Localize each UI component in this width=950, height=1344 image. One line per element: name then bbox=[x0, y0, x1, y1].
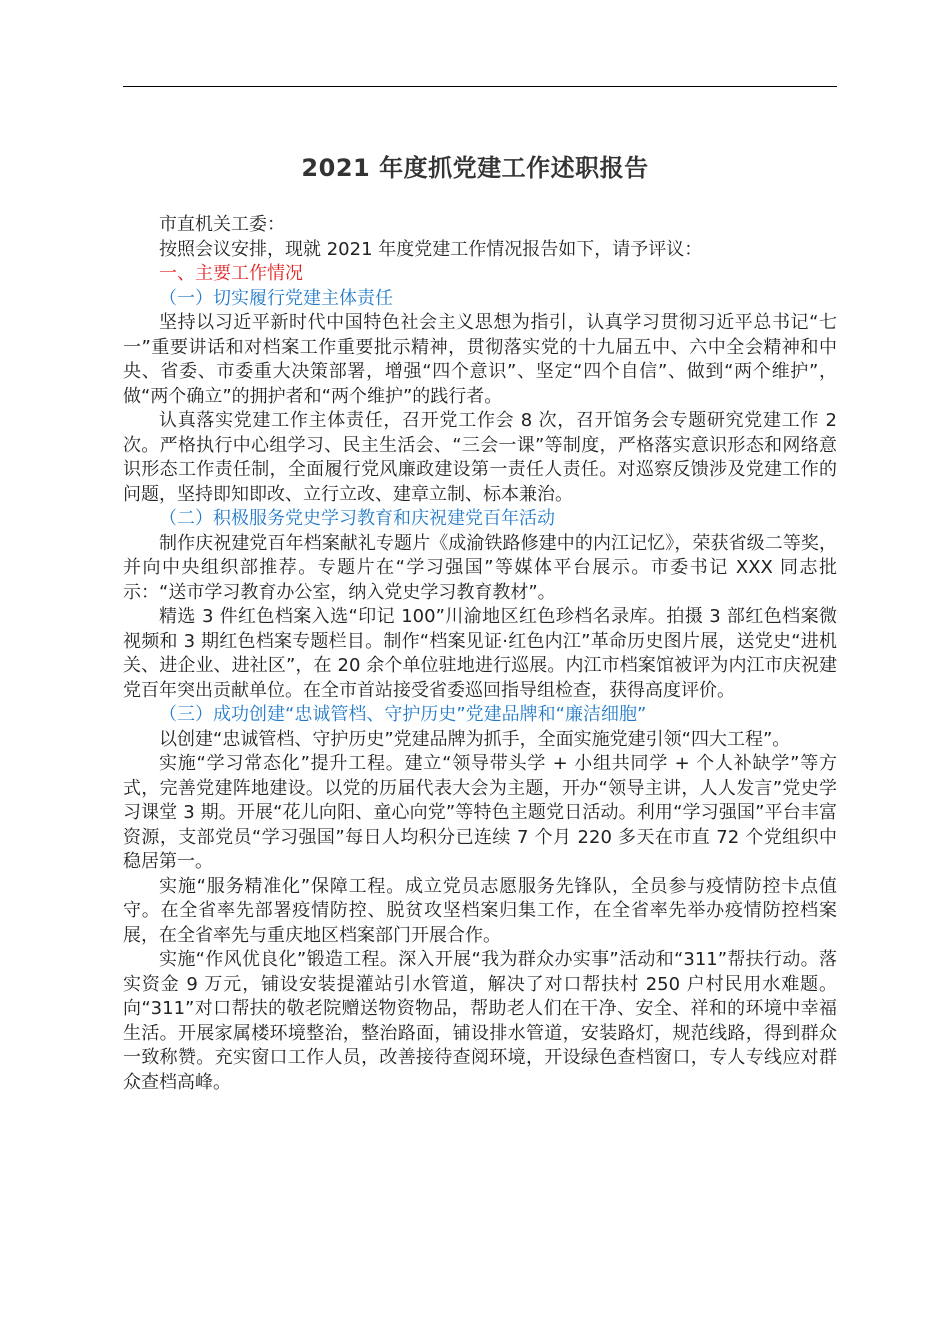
paragraph: 制作庆祝建党百年档案献礼专题片《成渝铁路修建中的内江记忆》，荣获省级二等奖，并向中央组织部推荐。专题片在“学习强国”等媒体平台展示。市委书记 XXX 同志批示：“送市学习教育办公室，纳入党史学习教育教材”。 bbox=[123, 532, 837, 603]
paragraph: 实施“学习常态化”提升工程。建立“领导带头学 + 小组共同学 + 个人补缺学”等方式，完善党建阵地建设。以党的历届代表大会为主题，开办“领导主讲，人人发言”党史学习课堂 3 期。开展“花儿向阳、童心向党”等特色主题党日活动。利用“学习强国”平台丰富资源，支部党员“学习强国”每日人均积分已连续 7 个月 220 多天在市直 72 个党组织中稳居第一。 bbox=[123, 753, 837, 872]
salutation: 市直机关工委： bbox=[159, 214, 285, 235]
intro-paragraph: 按照会议安排，现就 2021 年度党建工作情况报告如下，请予评议： bbox=[159, 238, 703, 260]
subsection-heading-2: （二）积极服务党史学习教育和庆祝建党百年活动 bbox=[159, 508, 555, 529]
document-body bbox=[123, 213, 837, 1095]
paragraph: 以创建“忠诚管档、守护历史”党建品牌为抓手，全面实施党建引领“四大工程”。 bbox=[159, 728, 791, 750]
paragraph: 坚持以习近平新时代中国特色社会主义思想为指引，认真学习贯彻习近平总书记“七一”重要讲话和对档案工作重要批示精神，贯彻落实党的十九届五中、六中全会精神和中央、省委、市委重大决策部署，增强“四个意识”、坚定“四个自信”、做到“两个维护”，做“两个确立”的拥护者和“两个维护”的践行者。 bbox=[123, 312, 837, 407]
subsection-heading-3: （三）成功创建“忠诚管档、守护历史”党建品牌和“廉洁细胞” bbox=[159, 704, 647, 725]
paragraph: 实施“服务精准化”保障工程。成立党员志愿服务先锋队，全员参与疫情防控卡点值守。在全省率先部署疫情防控、脱贫攻坚档案归集工作，在全省率先举办疫情防控档案展，在全省率先与重庆地区档案部门开展合作。 bbox=[123, 875, 837, 946]
document-title: 2021 年度抓党建工作述职报告 bbox=[301, 154, 649, 182]
header-rule bbox=[123, 86, 837, 87]
subsection-heading-1: （一）切实履行党建主体责任 bbox=[159, 287, 393, 309]
section-heading-main-work: 一、主要工作情况 bbox=[159, 263, 303, 284]
paragraph: 认真落实党建工作主体责任，召开党工作会 8 次，召开馆务会专题研究党建工作 2 次。严格执行中心组学习、民主生活会、“三会一课”等制度，严格落实意识形态和网络意识形态工作责任制，全面履行党风廉政建设第一责任人责任。对巡察反馈涉及党建工作的问题，坚持即知即改、立行立改、建章立制、标本兼治。 bbox=[123, 410, 837, 505]
paragraph: 实施“作风优良化”锻造工程。深入开展“我为群众办实事”活动和“311”帮扶行动。落实资金 9 万元，铺设安装提灌站引水管道，解决了对口帮扶村 250 户村民用水难题。向“311”对口帮扶的敬老院赠送物资物品，帮助老人们在干净、安全、祥和的环境中幸福生活。开展家属楼环境整治，整治路面，铺设排水管道，安装路灯，规范线路，得到群众一致称赞。充实窗口工作人员，改善接待查阅环境，开设绿色查档窗口，专人专线应对群众查档高峰。 bbox=[123, 949, 837, 1093]
paragraph: 精选 3 件红色档案入选“印记 100”川渝地区红色珍档名录库。拍摄 3 部红色档案微视频和 3 期红色档案专题栏目。制作“档案见证·红色内江”革命历史图片展，送党史“进机关、进企业、进社区”，在 20 余个单位驻地进行巡展。内江市档案馆被评为内江市庆祝建党百年突出贡献单位。在全市首站接受省委巡回指导组检查，获得高度评价。 bbox=[123, 606, 837, 701]
